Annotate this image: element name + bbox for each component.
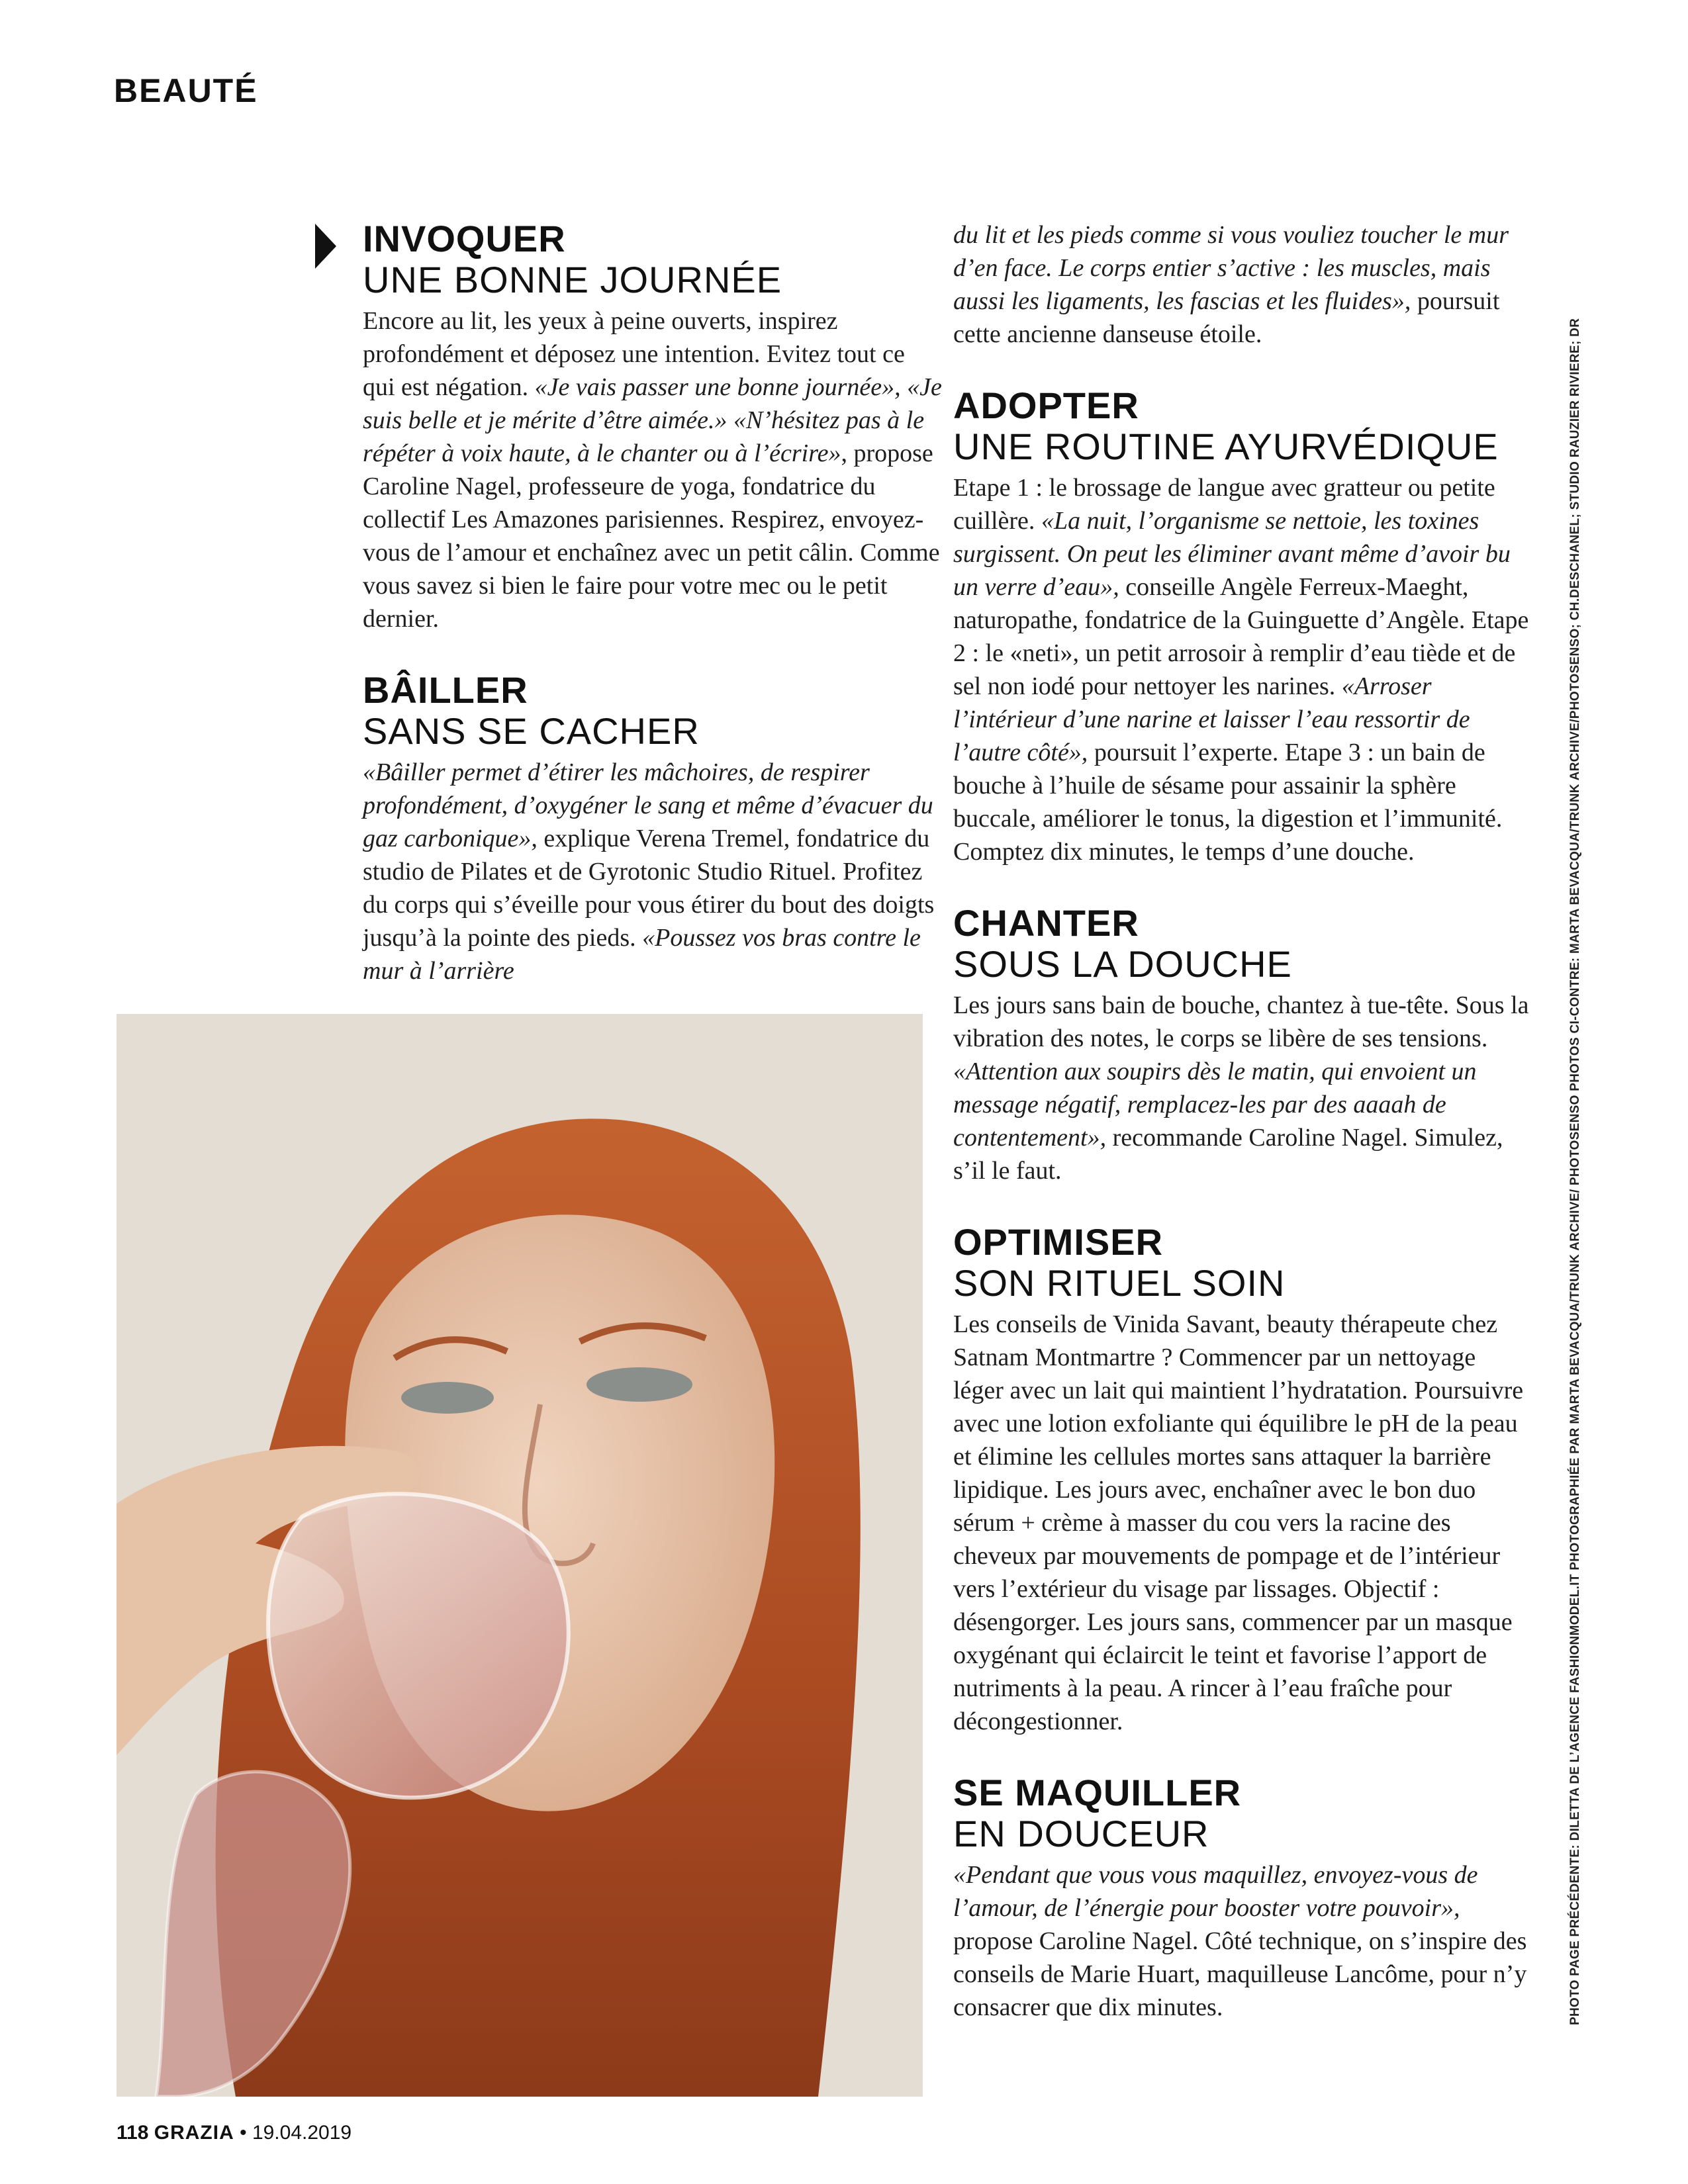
section-body [953, 989, 1529, 1187]
section-arrow-icon [315, 224, 336, 269]
section-title: ADOPTER [953, 385, 1139, 426]
section-subtitle: SANS SE CACHER [363, 710, 700, 752]
column-left [363, 218, 942, 1022]
body-text: Etape 1 : le brossage de langue avec gratteur ou petite cuillère. [953, 474, 1495, 535]
page-footer [117, 2122, 352, 2144]
section-title: SE MAQUILLER [953, 1772, 1242, 1813]
body-quote: «Bâiller permet d’étirer les mâchoires, de respirer profondément, d’oxygéner le sang et même d’évacuer du gaz carbonique», [363, 758, 933, 852]
body-text: Encore au lit, les yeux à peine ouverts, inspirez profondément et déposez une intention. Evitez tout ce qui est négation. [363, 307, 905, 401]
section-optimiser [953, 1222, 1529, 1738]
section-title: CHANTER [953, 902, 1139, 944]
portrait-photo [117, 1014, 923, 2097]
section-continuation [953, 218, 1529, 351]
body-text: poursuit l’experte. Etape 3 : un bain de bouche à l’huile de sésame pour assainir la sphère buccale, améliorer le tonus, la digestion et l’immunité. Comptez dix minutes, le temps d’une douche. [953, 739, 1503, 866]
section-chanter [953, 903, 1529, 1187]
section-subtitle: UNE ROUTINE AYURVÉDIQUE [953, 426, 1499, 467]
column-right [953, 218, 1529, 2058]
body-quote: «Poussez vos bras contre le mur à l’arrière [363, 924, 921, 985]
footer-separator: • [234, 2122, 252, 2144]
eye-left [401, 1382, 494, 1414]
section-body: Les conseils de Vinida Savant, beauty thérapeute chez Satnam Montmartre ? Commencer par un nettoyage léger avec un lait qui maintient l’hydratation. Poursuivre avec une lotion exfoliante qui équilibre le pH de la peau et élimine les cellules mortes sans attaquer la barrière lipidique. Les jours avec, enchaîner avec le bon duo sérum + crème à masser du cou vers la racine des cheveux par mouvements de pompage et de l’intérieur vers l’extérieur du visage par lissages. Objectif : désengorger. Les jours sans, commencer par un masque oxygénant qui éclaircit le teint et favorise l’apport de nutriments à la peau. A rincer à l’eau fraîche pour décongestionner. [953, 1310, 1524, 1735]
body-text: poursuit cette ancienne danseuse étoile. [953, 287, 1500, 348]
section-body [363, 756, 942, 987]
body-quote: «Pendant que vous vous maquillez, envoyez-vous de l’amour, de l’énergie pour booster votre pouvoir», [953, 1861, 1478, 1922]
body-text: Les jours sans bain de bouche, chantez à tue-tête. Sous la vibration des notes, le corps se libère de ses tensions. [953, 991, 1529, 1052]
section-title: BÂILLER [363, 669, 528, 711]
section-subtitle: SOUS LA DOUCHE [953, 943, 1292, 985]
body-text: , propose Caroline Nagel, professeure de yoga, fondatrice du collectif Les Amazones parisiennes. Respirez, envoyez-vous de l’amour et enchaînez avec un petit câlin. Comme vous savez si bien le faire pour votre mec ou le petit dernier. [363, 439, 940, 633]
eye-right [586, 1367, 692, 1402]
section-adopter [953, 385, 1529, 868]
section-maquiller [953, 1772, 1529, 2024]
body-quote: du lit et les pieds comme si vous vouliez toucher le mur d’en face. Le corps entier s’active : les muscles, mais aussi les ligaments, les fascias et les fluides», [953, 221, 1509, 315]
section-bailler [363, 670, 942, 987]
section-subtitle: SON RITUEL SOIN [953, 1262, 1286, 1304]
section-body [953, 1858, 1529, 2024]
photo-credit: PHOTO PAGE PRÉCÉDENTE: DILETTA DE L’AGENCE FASHIONMODEL.IT PHOTOGRAPHIÉE PAR MARTA BEVACQUA/TRUNK ARCHIVE/ PHOTOSENSO PHOTOS CI-CONTRE: MARTA BEVACQUA/TRUNK ARCHIVE/PHOTOSENSO; CH.DESCHANEL; STUDIO RAUZIER RIVIERE; DR [1568, 318, 1582, 2025]
section-title: INVOQUER [363, 218, 566, 259]
body-quote: «La nuit, l’organisme se nettoie, les toxines surgissent. On peut les éliminer avant même d’avoir bu un verre d’eau», [953, 507, 1511, 601]
section-body [363, 304, 942, 635]
magazine-name: GRAZIA [154, 2122, 234, 2144]
body-text: explique Verena Tremel, fondatrice du studio de Pilates et de Gyrotonic Studio Rituel. Profitez du corps qui s’éveille pour vous étirer du bout des doigts jusqu’à la pointe des pieds. [363, 825, 935, 952]
section-body [953, 218, 1529, 351]
body-quote: «Je vais passer une bonne journée», «Je suis belle et je mérite d’être aimée.» «N’hésitez pas à le répéter à voix haute, à le chanter ou à l’écrire» [363, 373, 942, 467]
body-text: propose Caroline Nagel. Côté technique, on s’inspire des conseils de Marie Huart, maquilleuse Lancôme, pour n’y consacrer que dix minutes. [953, 1927, 1527, 2021]
page-number: 118 [117, 2122, 149, 2144]
section-invoquer [363, 218, 942, 635]
issue-date: 19.04.2019 [252, 2122, 352, 2144]
portrait-illustration [117, 1014, 923, 2097]
body-text: conseille Angèle Ferreux-Maeght, naturopathe, fondatrice de la Guinguette d’Angèle. Etape 2 : le «neti», un petit arrosoir à remplir d’eau tiède et de sel non iodé pour nettoyer les narines. [953, 573, 1529, 700]
section-subtitle: UNE BONNE JOURNÉE [363, 259, 782, 300]
body-quote: «Attention aux soupirs dès le matin, qui envoient un message négatif, remplacez-les par des aaaah de contentement», [953, 1058, 1477, 1152]
body-quote: «Arroser l’intérieur d’une narine et laisser l’eau ressortir de l’autre côté», [953, 672, 1470, 766]
section-label: BEAUTÉ [114, 72, 258, 109]
section-title: OPTIMISER [953, 1221, 1164, 1263]
glass-shape [268, 1494, 569, 1797]
section-subtitle: EN DOUCEUR [953, 1813, 1209, 1854]
section-body [953, 471, 1529, 868]
body-text: recommande Caroline Nagel. Simulez, s’il le faut. [953, 1124, 1503, 1185]
